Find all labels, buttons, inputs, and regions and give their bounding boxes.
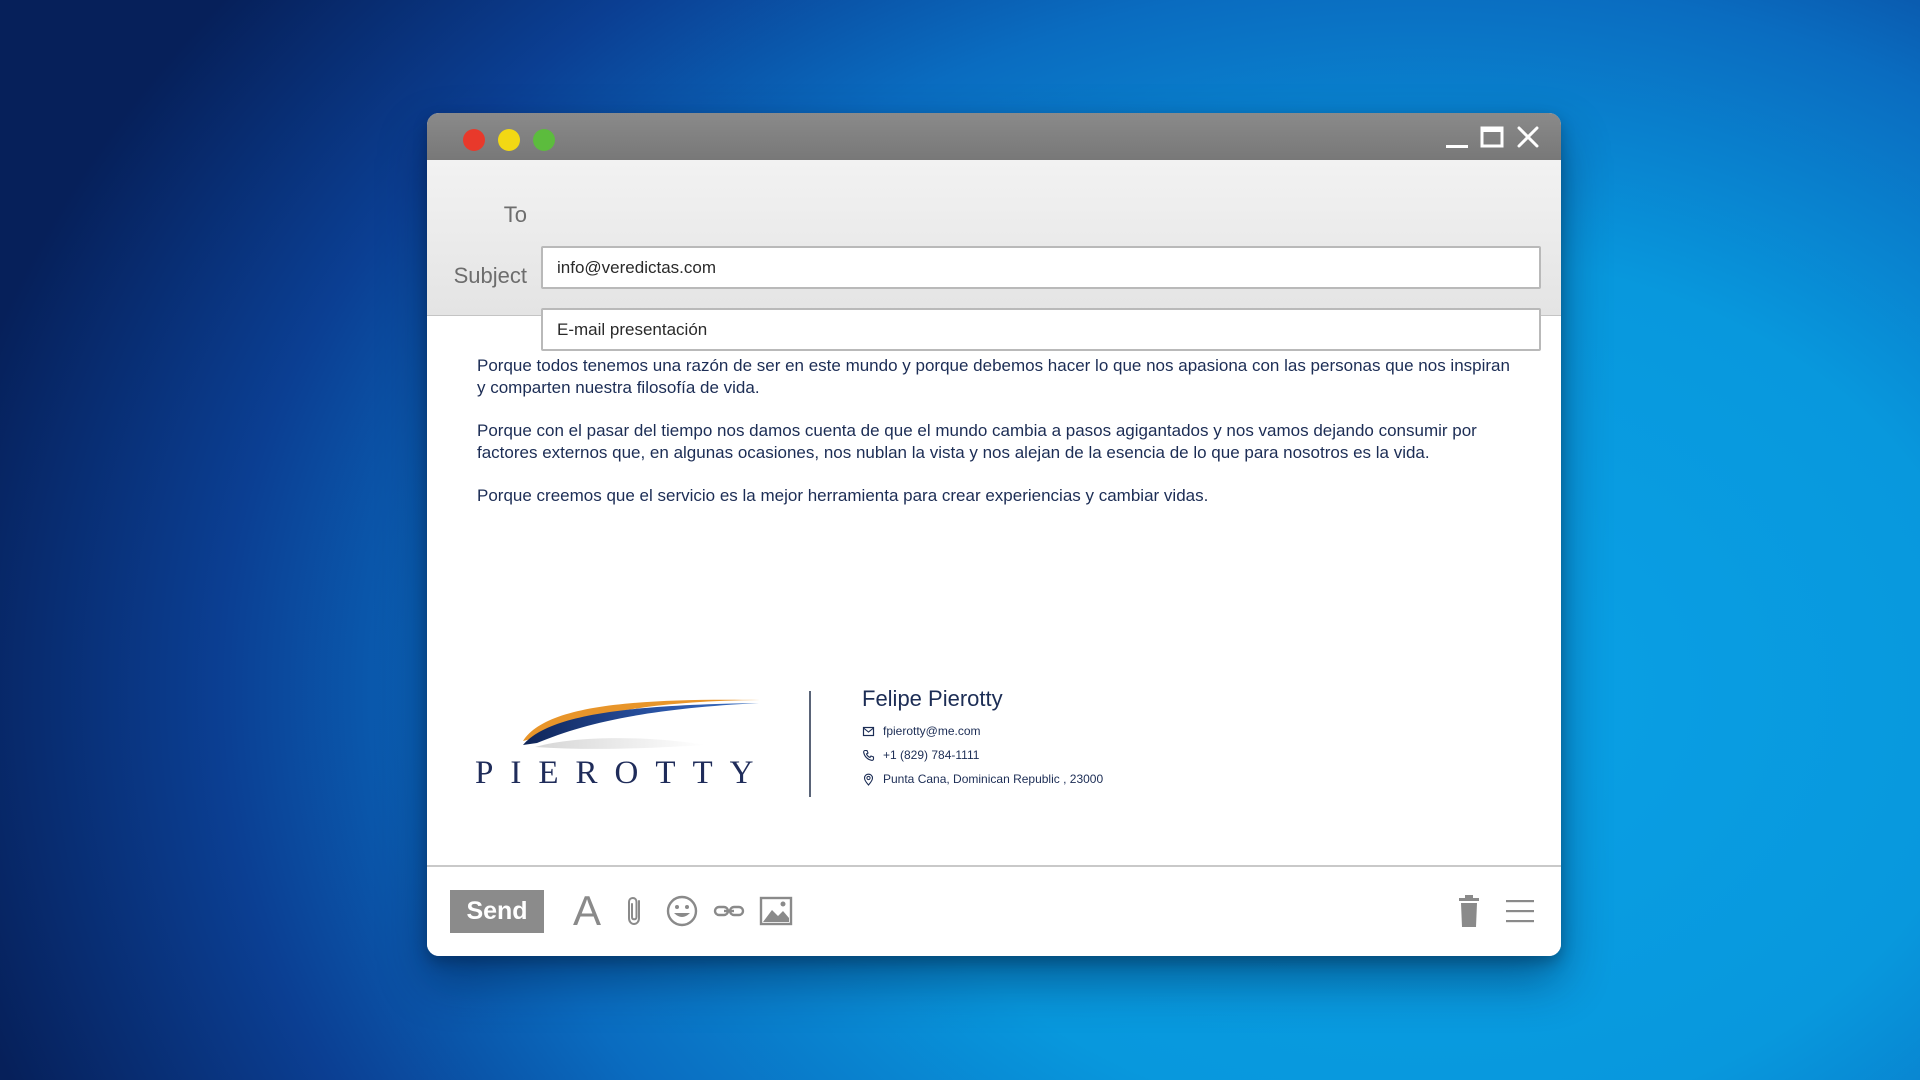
phone-icon bbox=[862, 749, 875, 762]
signature-email-row bbox=[862, 723, 981, 739]
font-glyph: A bbox=[572, 887, 601, 934]
link-icon[interactable] bbox=[709, 889, 749, 933]
logo-wordmark: PIEROTTY bbox=[475, 755, 771, 791]
signature-phone-row bbox=[862, 747, 979, 763]
compose-header bbox=[427, 160, 1561, 339]
to-field[interactable]: info@veredictas.com bbox=[541, 246, 1541, 289]
compose-toolbar bbox=[427, 865, 1561, 956]
signature-address: Punta Cana, Dominican Republic , 23000 bbox=[883, 772, 1104, 786]
message-body[interactable] bbox=[477, 355, 1517, 528]
image-icon[interactable] bbox=[756, 889, 796, 933]
send-button[interactable]: Send bbox=[450, 890, 544, 933]
subject-label: Subject bbox=[453, 263, 527, 288]
to-label: To bbox=[503, 202, 527, 227]
signature-phone[interactable]: +1 (829) 784-1111 bbox=[883, 748, 980, 762]
body-paragraph-1: Porque todos tenemos una razón de ser en este mundo y porque debemos hacer lo que nos apasiona con las personas que nos inspiran y comparten nuestra filosofía de vida. bbox=[477, 356, 1510, 397]
font-icon[interactable] bbox=[567, 889, 607, 933]
body-paragraph-3: Porque creemos que el servicio es la mejor herramienta para crear experiencias y cambiar vidas. bbox=[477, 486, 1209, 505]
email-icon bbox=[862, 725, 875, 738]
location-pin-icon bbox=[862, 773, 875, 786]
subject-field[interactable]: E-mail presentación bbox=[541, 308, 1541, 351]
signature-address-row bbox=[862, 771, 1103, 787]
pierotty-logo bbox=[475, 693, 771, 793]
signature-divider bbox=[809, 691, 811, 797]
menu-icon[interactable] bbox=[1500, 889, 1540, 933]
body-paragraph-2: Porque con el pasar del tiempo nos damos cuenta de que el mundo cambia a pasos agigantados y nos vamos dejando consumir por factores externos que, en algunas ocasiones, nos nublan la vista y nos alejan de la esencia de lo que para nosotros es la vida. bbox=[477, 421, 1477, 462]
trash-icon[interactable] bbox=[1449, 889, 1489, 933]
signature-name: Felipe Pierotty bbox=[862, 686, 1003, 711]
emoji-icon[interactable] bbox=[662, 889, 702, 933]
email-compose-window bbox=[427, 113, 1561, 956]
signature-email[interactable]: fpierotty@me.com bbox=[883, 724, 981, 738]
attachment-icon[interactable] bbox=[615, 889, 655, 933]
